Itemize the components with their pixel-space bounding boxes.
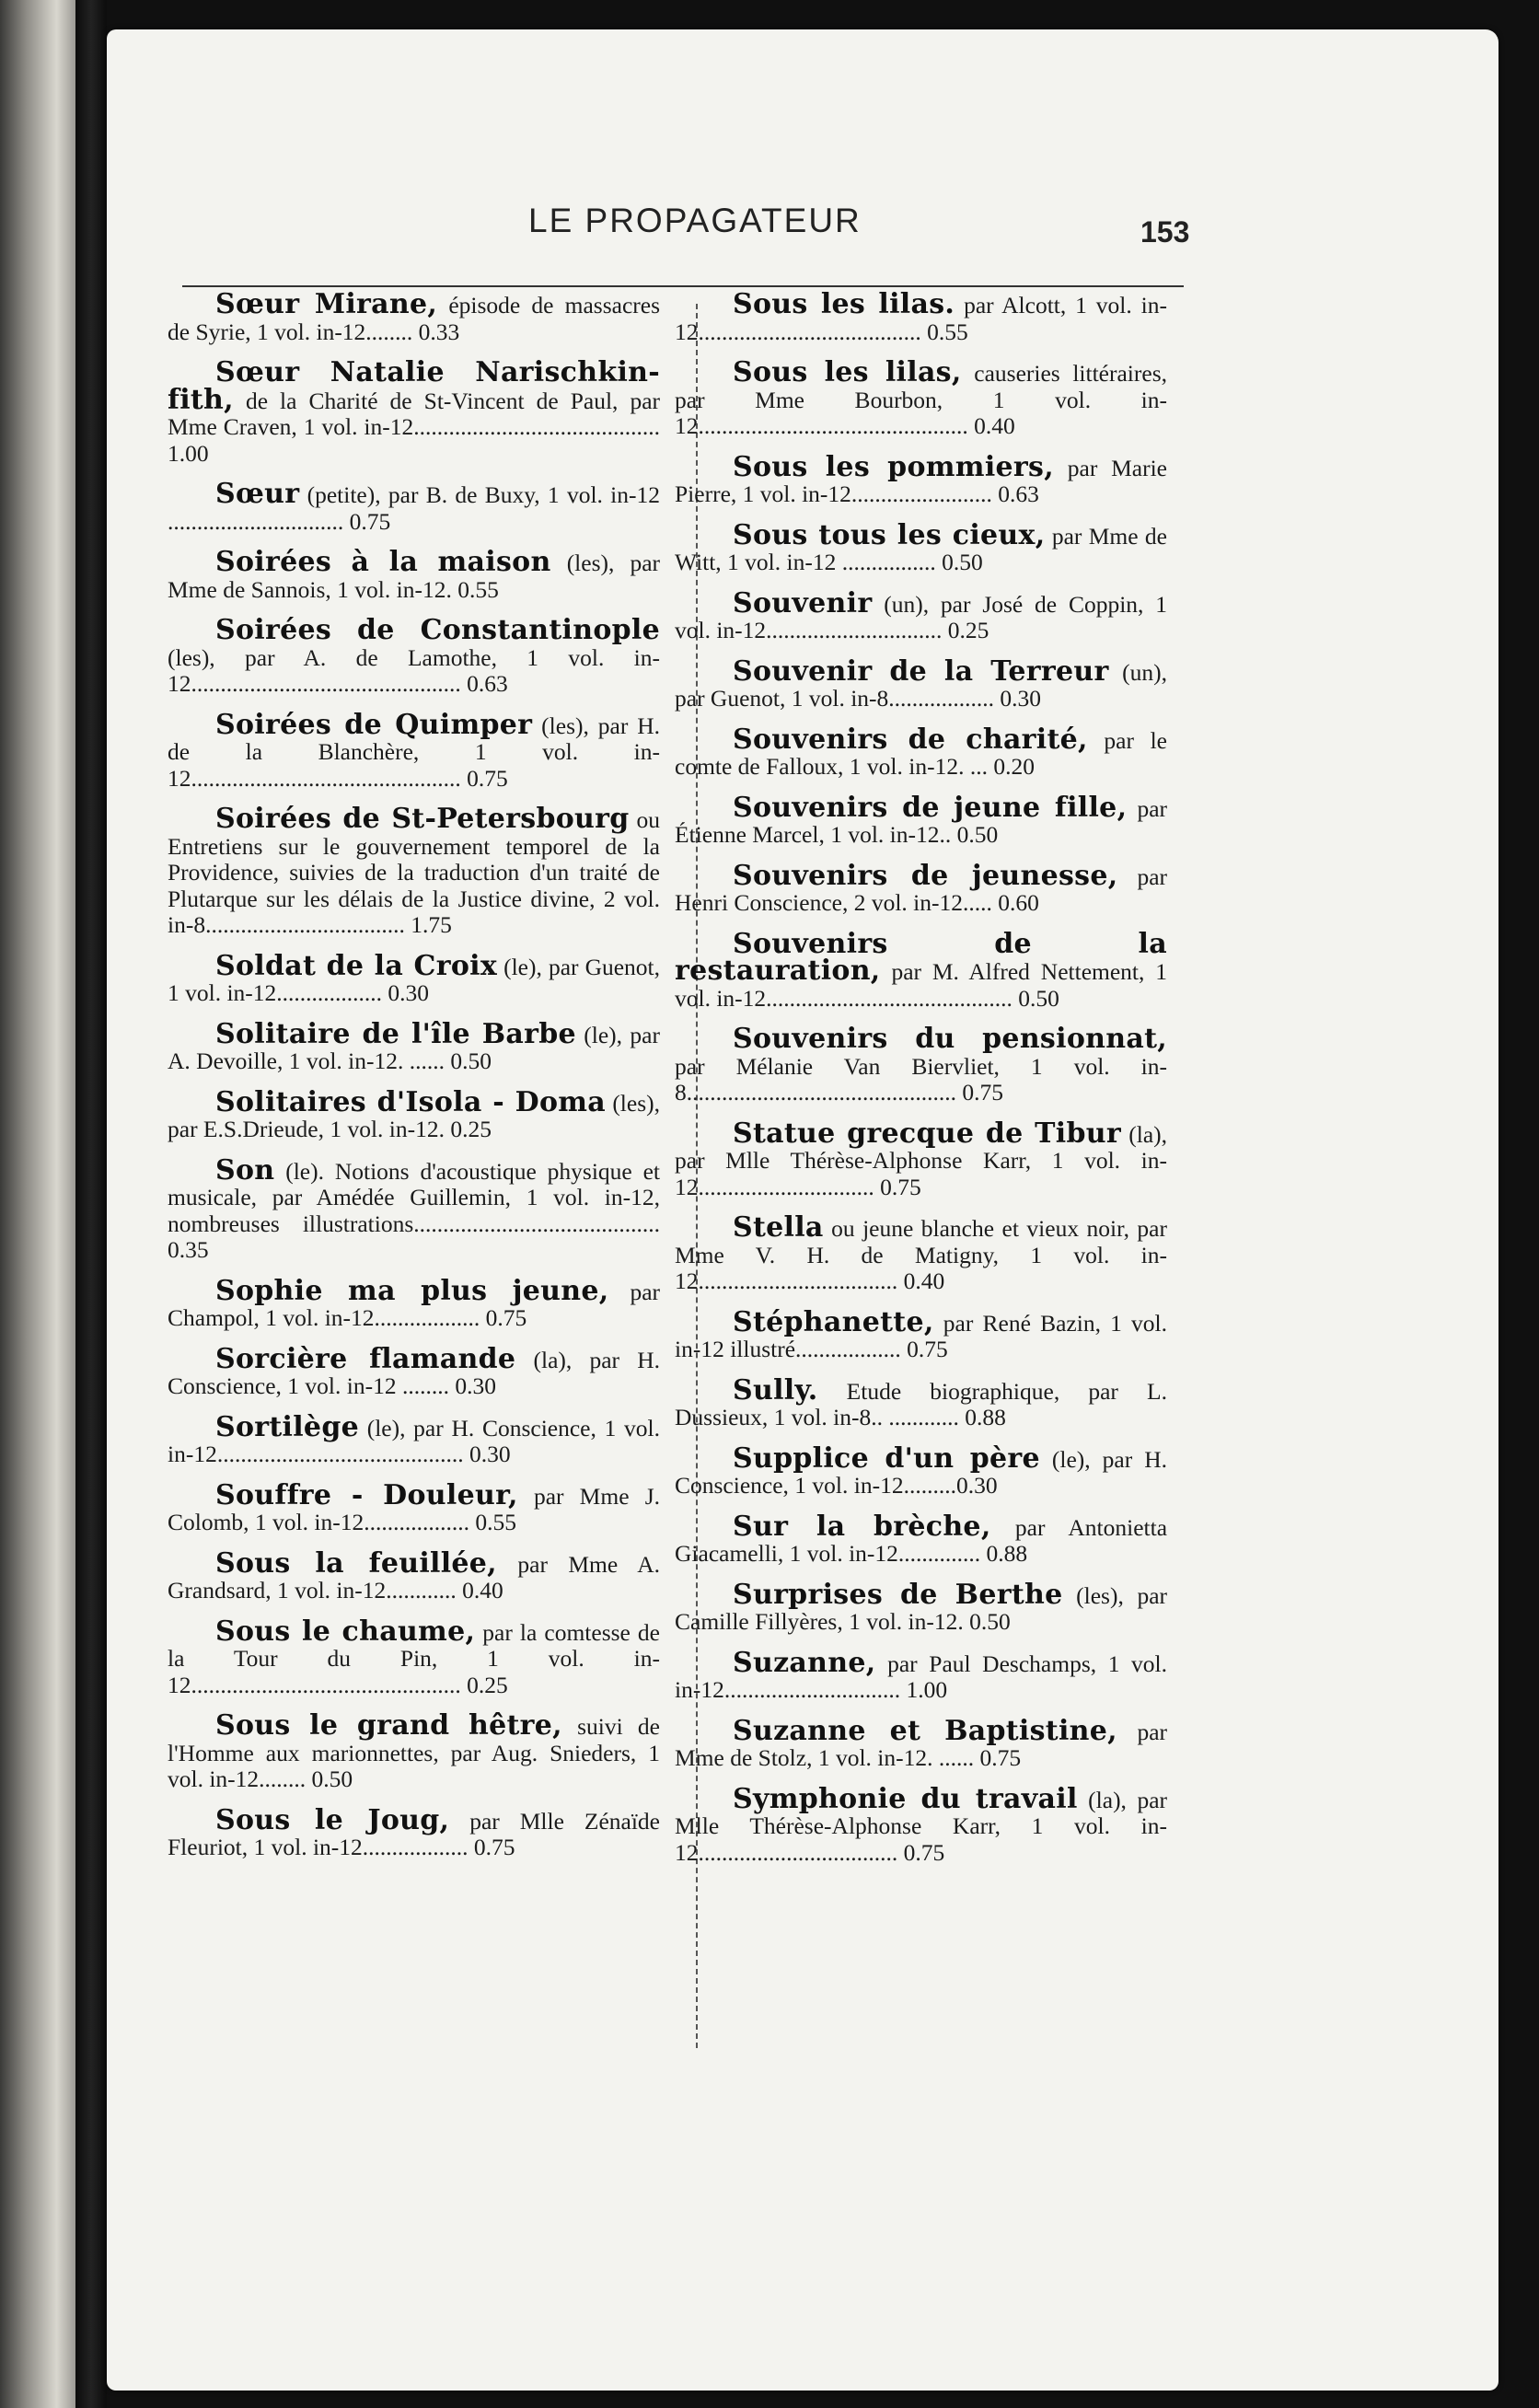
- entry-description: (le). Notions d'acoustique physique et musicale, par Amédée Guillemin, 1 vol. in-12, nombreuses illustrations.......................................... 0.35: [168, 1157, 660, 1263]
- catalog-entry: [675, 1714, 1168, 1772]
- entry-title: Sous la feuillée,: [215, 1546, 497, 1580]
- entry-description: par Champol, 1 vol. in-12.................. 0.75: [168, 1278, 660, 1331]
- entry-description: par Antonietta Giacamelli, 1 vol. in-12.............. 0.88: [675, 1513, 1168, 1567]
- previous-page-edge: [0, 0, 75, 2408]
- entry-title: Surprises de Berthe: [733, 1578, 1063, 1611]
- entry-title: Sous le grand hêtre,: [215, 1709, 562, 1742]
- catalog-entry: [168, 1615, 660, 1699]
- entry-title: Souvenirs de jeunesse,: [733, 859, 1118, 892]
- catalog-entry: [168, 949, 661, 1007]
- entry-title: Stella: [733, 1211, 824, 1244]
- entry-title: Sous le Joug,: [215, 1803, 450, 1836]
- entry-description: Etude biographique, par L. Dussieux, 1 vol. in-8.. ............ 0.88: [675, 1377, 1167, 1430]
- entry-description: (le), par H. Conscience, 1 vol. in-12.......................................... 0.30: [168, 1414, 660, 1467]
- entry-title: Soirées à la maison: [215, 546, 551, 578]
- catalog-entry: [675, 356, 1168, 440]
- entry-description: par Étienne Marcel, 1 vol. in-12.. 0.50: [675, 794, 1167, 848]
- entry-description: (les), par E.S.Drieude, 1 vol. in-12. 0.25: [168, 1089, 660, 1142]
- entry-description: causeries littéraires, par Mme Bourbon, 1 vol. in-12.............................................. 0.40: [675, 360, 1168, 439]
- entry-description: (la), par Mlle Thérèse-Alphonse Karr, 1 vol. in-12.............................. 0.75: [675, 1120, 1168, 1200]
- entry-title: Sophie ma plus jeune,: [215, 1274, 609, 1307]
- catalog-entry: [168, 1153, 660, 1264]
- entry-title: Solitaire de l'île Barbe: [215, 1017, 576, 1050]
- catalog-entry: [168, 1546, 661, 1604]
- entry-title: Stéphanette,: [733, 1305, 934, 1338]
- entry-description: (les), par Mme de Sannois, 1 vol. in-12. 0.55: [168, 550, 660, 603]
- entry-description: par Mme A. Grandsard, 1 vol. in-12............ 0.40: [168, 1550, 661, 1603]
- entry-description: épisode de massacres de Syrie, 1 vol. in-12........ 0.33: [168, 292, 660, 345]
- entry-description: par Mme de Stolz, 1 vol. in-12. ...... 0.75: [675, 1718, 1168, 1771]
- catalog-entry: [675, 518, 1168, 576]
- catalog-entry: [675, 1305, 1167, 1363]
- entry-description: (la), par H. Conscience, 1 vol. in-12 ........ 0.30: [168, 1346, 661, 1399]
- entry-description: (un), par Guenot, 1 vol. in-8.................. 0.30: [675, 658, 1167, 712]
- entry-description: par M. Alfred Nettement, 1 vol. in-12.......................................... 0.50: [675, 958, 1167, 1012]
- entry-title: Sur la brèche,: [733, 1510, 991, 1543]
- catalog-entry: [168, 1478, 660, 1536]
- catalog-entry: [168, 546, 660, 603]
- catalog-entry: [675, 1578, 1168, 1636]
- entry-title: Sous les lilas,: [733, 356, 962, 388]
- catalog-entry: [168, 1342, 661, 1400]
- catalog-entry: [675, 1117, 1168, 1201]
- catalog-entry: [675, 723, 1167, 781]
- entry-title: Son: [215, 1153, 275, 1187]
- entry-description: par Paul Deschamps, 1 vol. in-12.............................. 1.00: [675, 1650, 1168, 1703]
- entry-description: par Marie Pierre, 1 vol. in-12........................ 0.63: [675, 454, 1168, 507]
- entry-description: (le), par Guenot, 1 vol. in-12.................. 0.30: [168, 953, 661, 1006]
- entry-description: par le comte de Falloux, 1 vol. in-12. ... 0.20: [675, 726, 1167, 780]
- entry-description: (la), par Mlle Thérèse-Alphonse Karr, 1 vol. in-12.................................. 0.75: [675, 1786, 1168, 1866]
- catalog-entry: [675, 1441, 1168, 1499]
- catalog-entry: [168, 1709, 661, 1793]
- entry-description: par Alcott, 1 vol. in-12...................................... 0.55: [675, 292, 1167, 345]
- entry-title: Souvenirs de jeune fille,: [733, 791, 1128, 824]
- entry-description: (un), par José de Coppin, 1 vol. in-12.............................. 0.25: [675, 590, 1167, 643]
- entry-description: (les), par A. de Lamothe, 1 vol. in-12.............................................. 0.63: [168, 643, 660, 697]
- catalog-entry: [168, 1410, 660, 1468]
- entry-title: Solitaires d'Isola - Doma: [215, 1085, 607, 1118]
- catalog-entry: [675, 288, 1167, 345]
- entry-description: ou jeune blanche et vieux noir, par Mme V. H. de Matigny, 1 vol. in-12.................................. 0.40: [675, 1215, 1167, 1294]
- entry-description: par Henri Conscience, 2 vol. in-12..... 0.60: [675, 862, 1167, 916]
- catalog-entry: [168, 1017, 660, 1075]
- catalog-entry: [675, 1373, 1167, 1431]
- entry-description: (le), par H. Conscience, 1 vol. in-12.........0.30: [675, 1445, 1168, 1499]
- catalog-entry: [168, 803, 660, 939]
- entry-title: Souvenirs du pensionnat,: [733, 1023, 1167, 1055]
- entry-title: Symphonie du travail: [733, 1782, 1078, 1815]
- entry-title: Sœur: [215, 478, 300, 510]
- header-rule: [182, 285, 1184, 287]
- entry-title: Souvenir: [733, 586, 873, 619]
- catalog-entry: [168, 614, 660, 698]
- catalog-entry: [675, 1023, 1167, 1106]
- entry-title: Suzanne,: [733, 1646, 876, 1679]
- book-gutter: [75, 0, 107, 2408]
- entry-description: (les), par H. de la Blanchère, 1 vol. in-12.............................................. 0.75: [168, 712, 660, 792]
- left-column: [168, 288, 661, 1876]
- catalog-entry: [675, 654, 1167, 712]
- entry-description: ou Entretiens sur le gouvernement temporel de la Providence, suivies de la traduction d'un traité de Plutarque sur les délais de la Justice divine, 2 vol. in-8.................................. 1.75: [168, 806, 660, 938]
- entry-title: Sœur Mirane,: [215, 288, 438, 320]
- entry-title: Sortilège: [215, 1410, 359, 1443]
- catalog-entry: [168, 708, 660, 793]
- catalog-entry: [168, 1085, 660, 1143]
- entry-title: Soirées de St-Petersbourg: [215, 803, 630, 835]
- catalog-entry: [675, 1211, 1167, 1295]
- catalog-entry: [675, 450, 1168, 508]
- entry-title: Souvenir de la Terreur: [733, 654, 1109, 688]
- catalog-entry: [675, 927, 1167, 1013]
- entry-title: Sous les lilas.: [733, 288, 955, 320]
- catalog-entry: [168, 1803, 660, 1861]
- entry-description: suivi de l'Homme aux marionnettes, par Aug. Snieders, 1 vol. in-12........ 0.50: [168, 1713, 661, 1792]
- entry-description: par Mlle Zénaïde Fleuriot, 1 vol. in-12.................. 0.75: [168, 1807, 660, 1860]
- entry-description: (les), par Camille Fillyères, 1 vol. in-12. 0.50: [675, 1581, 1168, 1635]
- entry-description: par la comtesse de la Tour du Pin, 1 vol. in-12.............................................. 0.25: [168, 1618, 660, 1698]
- catalog-entry: [675, 1646, 1168, 1704]
- entry-title: Souffre - Douleur,: [215, 1478, 518, 1511]
- catalog-entry: [168, 1274, 660, 1332]
- entry-description: par Mme de Witt, 1 vol. in-12 ................ 0.50: [675, 522, 1168, 575]
- page-number: 153: [1140, 215, 1190, 249]
- entry-title: Sous les pommiers,: [733, 450, 1054, 483]
- entry-title: Sully.: [733, 1373, 818, 1407]
- entry-description: (le), par A. Devoille, 1 vol. in-12. ...... 0.50: [168, 1021, 660, 1074]
- entry-title: Statue grecque de Tibur: [733, 1117, 1121, 1150]
- catalog-entry: [168, 288, 660, 345]
- entry-title: Soldat de la Croix: [215, 949, 498, 982]
- entry-title: Sorcière flamande: [215, 1342, 516, 1375]
- entry-description: par Mélanie Van Biervliet, 1 vol. in-8.............................................. 0.75: [675, 1052, 1167, 1106]
- catalog-entry: [675, 1782, 1168, 1867]
- entry-title: Soirées de Constantinople: [215, 614, 660, 646]
- entry-description: de la Charité de St-Vincent de Paul, par Mme Craven, 1 vol. in-12.......................................... 1.00: [168, 387, 660, 467]
- catalog-entry: [675, 859, 1167, 917]
- catalog-entry: [675, 1510, 1168, 1568]
- entry-title: Souvenirs de charité,: [733, 723, 1088, 756]
- entry-title: Souvenirs de la restauration,: [675, 927, 1167, 987]
- entry-title: Supplice d'un père: [733, 1441, 1040, 1475]
- entry-title: Soirées de Quimper: [215, 708, 533, 741]
- entry-description: par René Bazin, 1 vol. in-12 illustré.................. 0.75: [675, 1309, 1167, 1362]
- entry-title: Sous le chaume,: [215, 1615, 476, 1648]
- catalog-entry: [675, 791, 1167, 849]
- entry-title: Suzanne et Baptistine,: [733, 1714, 1117, 1747]
- entry-title: Sous tous les cieux,: [733, 518, 1046, 551]
- running-title: LE PROPAGATEUR: [528, 202, 862, 239]
- entry-description: (petite), par B. de Buxy, 1 vol. in-12 .............................. 0.75: [168, 481, 661, 535]
- right-column: [675, 288, 1168, 1881]
- catalog-entry: [168, 478, 661, 535]
- entry-description: par Mme J. Colomb, 1 vol. in-12.................. 0.55: [168, 1482, 660, 1535]
- entry-title: Sœur Natalie Narischkin-fith,: [168, 356, 660, 416]
- catalog-entry: [675, 586, 1167, 644]
- catalog-entry: [168, 356, 660, 467]
